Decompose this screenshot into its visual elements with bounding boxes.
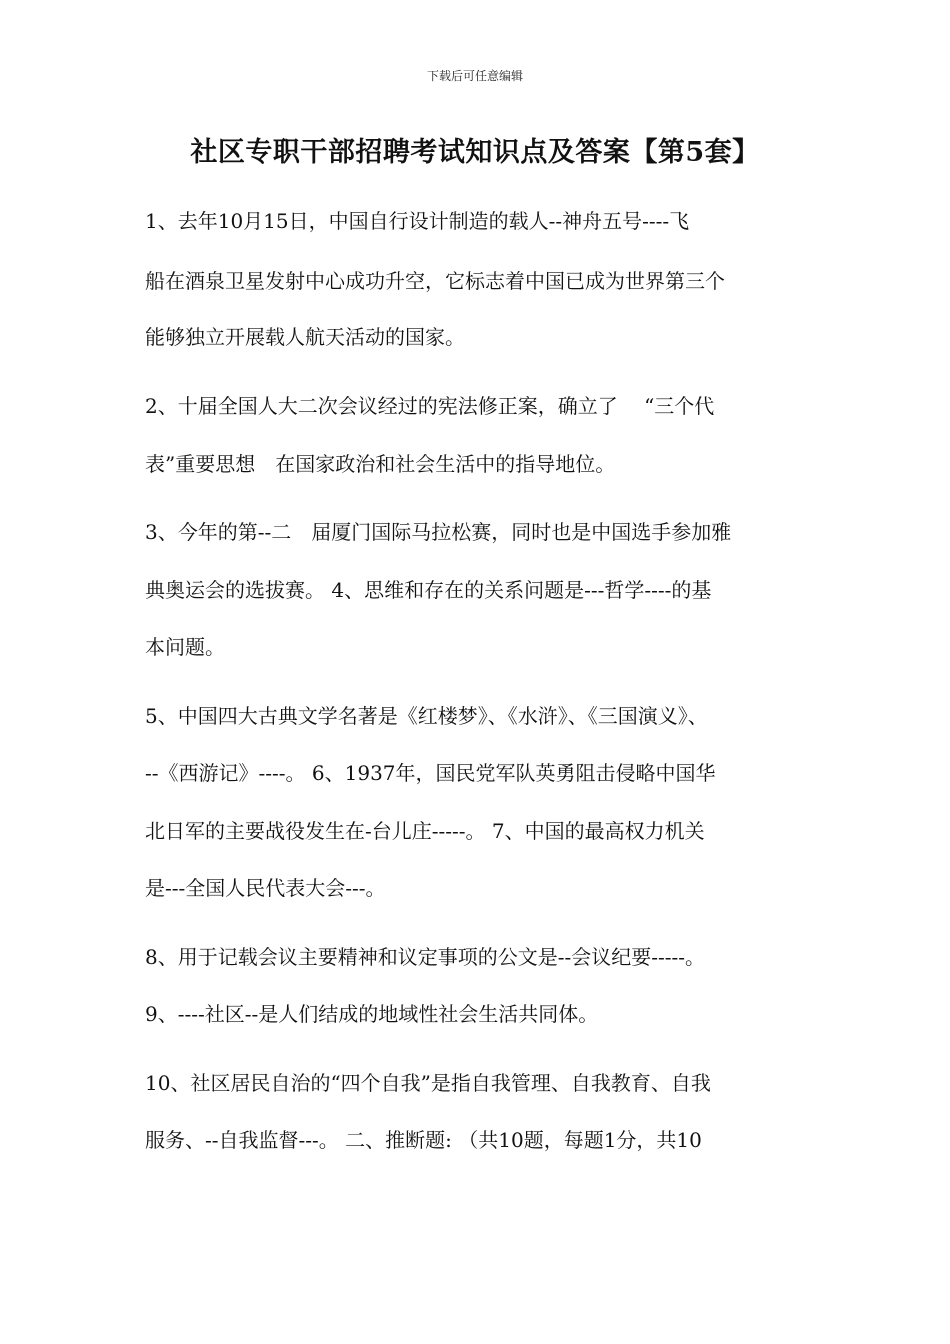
document-title: 社区专职干部招聘考试知识点及答案【第5套】 — [190, 137, 760, 168]
text-line: --《西游记》----。 6、1937年，国民党军队英勇阻击侵略中国华 — [145, 761, 716, 785]
text-line: 10、社区居民自治的“四个自我”是指自我管理、自我教育、自我 — [145, 1071, 711, 1095]
text-line: 9、----社区--是人们结成的地域性社会生活共同体。 — [145, 1002, 599, 1026]
header-note: 下载后可任意编辑 — [426, 69, 523, 83]
text-line: 典奥运会的选拔赛。 4、思维和存在的关系问题是---哲学----的基 — [145, 578, 712, 602]
text-line: 3、今年的第--二 届厦门国际马拉松赛，同时也是中国选手参加雅 — [145, 520, 732, 544]
text-line: 8、用于记载会议主要精神和议定事项的公文是--会议纪要-----。 — [145, 945, 706, 969]
text-line: 表”重要思想 在国家政治和社会生活中的指导地位。 — [145, 452, 616, 476]
text-line: 5、中国四大古典文学名著是《红楼梦》、《水浒》、《三国演义》、 — [145, 704, 708, 728]
text-line: 1、去年10月15日，中国自行设计制造的载人--神舟五号----飞 — [145, 209, 690, 233]
text-line: 能够独立开展载人航天活动的国家。 — [145, 325, 465, 349]
text-line: 船在酒泉卫星发射中心成功升空，它标志着中国已成为世界第三个 — [145, 269, 725, 293]
text-line: 是---全国人民代表大会---。 — [145, 876, 386, 900]
text-line: 服务、--自我监督---。 二、推断题: （共10题，每题1分，共10 — [145, 1128, 702, 1152]
text-line: 本问题。 — [145, 635, 225, 659]
text-line: 2、十届全国人大二次会议经过的宪法修正案，确立了 “三个代 — [145, 394, 715, 418]
text-line: 北日军的主要战役发生在-台儿庄-----。 7、中国的最高权力机关 — [145, 819, 705, 843]
